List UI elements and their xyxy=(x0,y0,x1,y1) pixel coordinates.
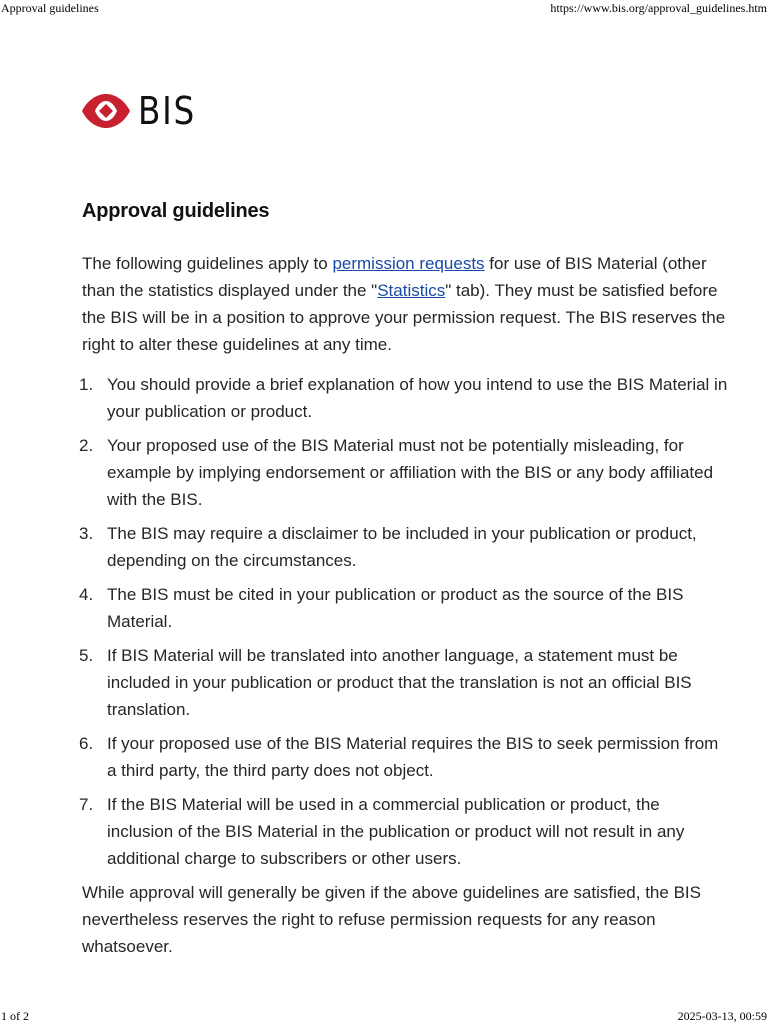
list-item-text: If BIS Material will be translated into another language, a statement must be included in your publication or product that the translation is not an official BIS translation. xyxy=(107,646,692,719)
list-item xyxy=(79,371,728,425)
list-item-number: 5. xyxy=(79,646,94,665)
list-item xyxy=(79,730,728,784)
intro-text-1: The following guidelines apply to xyxy=(82,254,333,273)
list-item-text: Your proposed use of the BIS Material must not be potentially misleading, for example by implying endorsement or affiliation with the BIS or any body affiliated with the BIS. xyxy=(107,436,714,509)
list-item-text: If your proposed use of the BIS Material requires the BIS to seek permission from a third party, the third party does not object. xyxy=(107,734,719,780)
statistics-link[interactable]: Statistics xyxy=(377,281,446,300)
list-item-number: 1. xyxy=(79,375,94,394)
list-item-number: 6. xyxy=(79,734,94,753)
list-item xyxy=(79,520,728,574)
intro-paragraph xyxy=(82,250,728,358)
print-header xyxy=(0,0,768,16)
list-item-number: 3. xyxy=(79,524,94,543)
bis-logo-mark-icon xyxy=(80,93,132,129)
list-item-number: 7. xyxy=(79,795,94,814)
list-item-text: The BIS must be cited in your publication or product as the source of the BIS Material. xyxy=(107,585,684,631)
list-item-text: You should provide a brief explanation of how you intend to use the BIS Material in your publication or product. xyxy=(107,375,728,421)
bis-logo-text: BIS xyxy=(138,89,196,133)
print-footer xyxy=(0,1008,768,1024)
list-item xyxy=(79,791,728,872)
list-item-text: The BIS may require a disclaimer to be included in your publication or product, depending on the circumstances. xyxy=(107,524,697,570)
list-item xyxy=(79,642,728,723)
bis-logo[interactable] xyxy=(80,91,205,131)
permission-requests-link[interactable]: permission requests xyxy=(332,254,485,273)
guidelines-list xyxy=(79,371,728,872)
closing-paragraph: While approval will generally be given if the above guidelines are satisfied, the BIS nevertheless reserves the right to refuse permission requests for any reason whatsoever. xyxy=(82,883,701,956)
list-item xyxy=(79,432,728,513)
page-title: Approval guidelines xyxy=(82,200,270,222)
print-header-title: Approval guidelines xyxy=(1,0,99,15)
intro-text-3: " tab). They must be satisfied before the BIS will be in a position to approve your permission request. The BIS reserves the right to alter these guidelines at any time. xyxy=(82,281,726,354)
page-number: 1 of 2 xyxy=(1,1008,29,1023)
list-item-number: 4. xyxy=(79,585,94,604)
list-item-text: If the BIS Material will be used in a commercial publication or product, the inclusion of the BIS Material in the publication or product will not result in any additional charge to subscribers or other users. xyxy=(107,795,685,868)
intro-text-2: for use of BIS Material (other than the statistics displayed under the " xyxy=(82,254,707,300)
print-datetime: 2025-03-13, 00:59 xyxy=(677,1008,767,1023)
list-item xyxy=(79,581,728,635)
article xyxy=(79,196,728,960)
list-item-number: 2. xyxy=(79,436,94,455)
print-header-url: https://www.bis.org/approval_guidelines.htm xyxy=(550,0,767,15)
